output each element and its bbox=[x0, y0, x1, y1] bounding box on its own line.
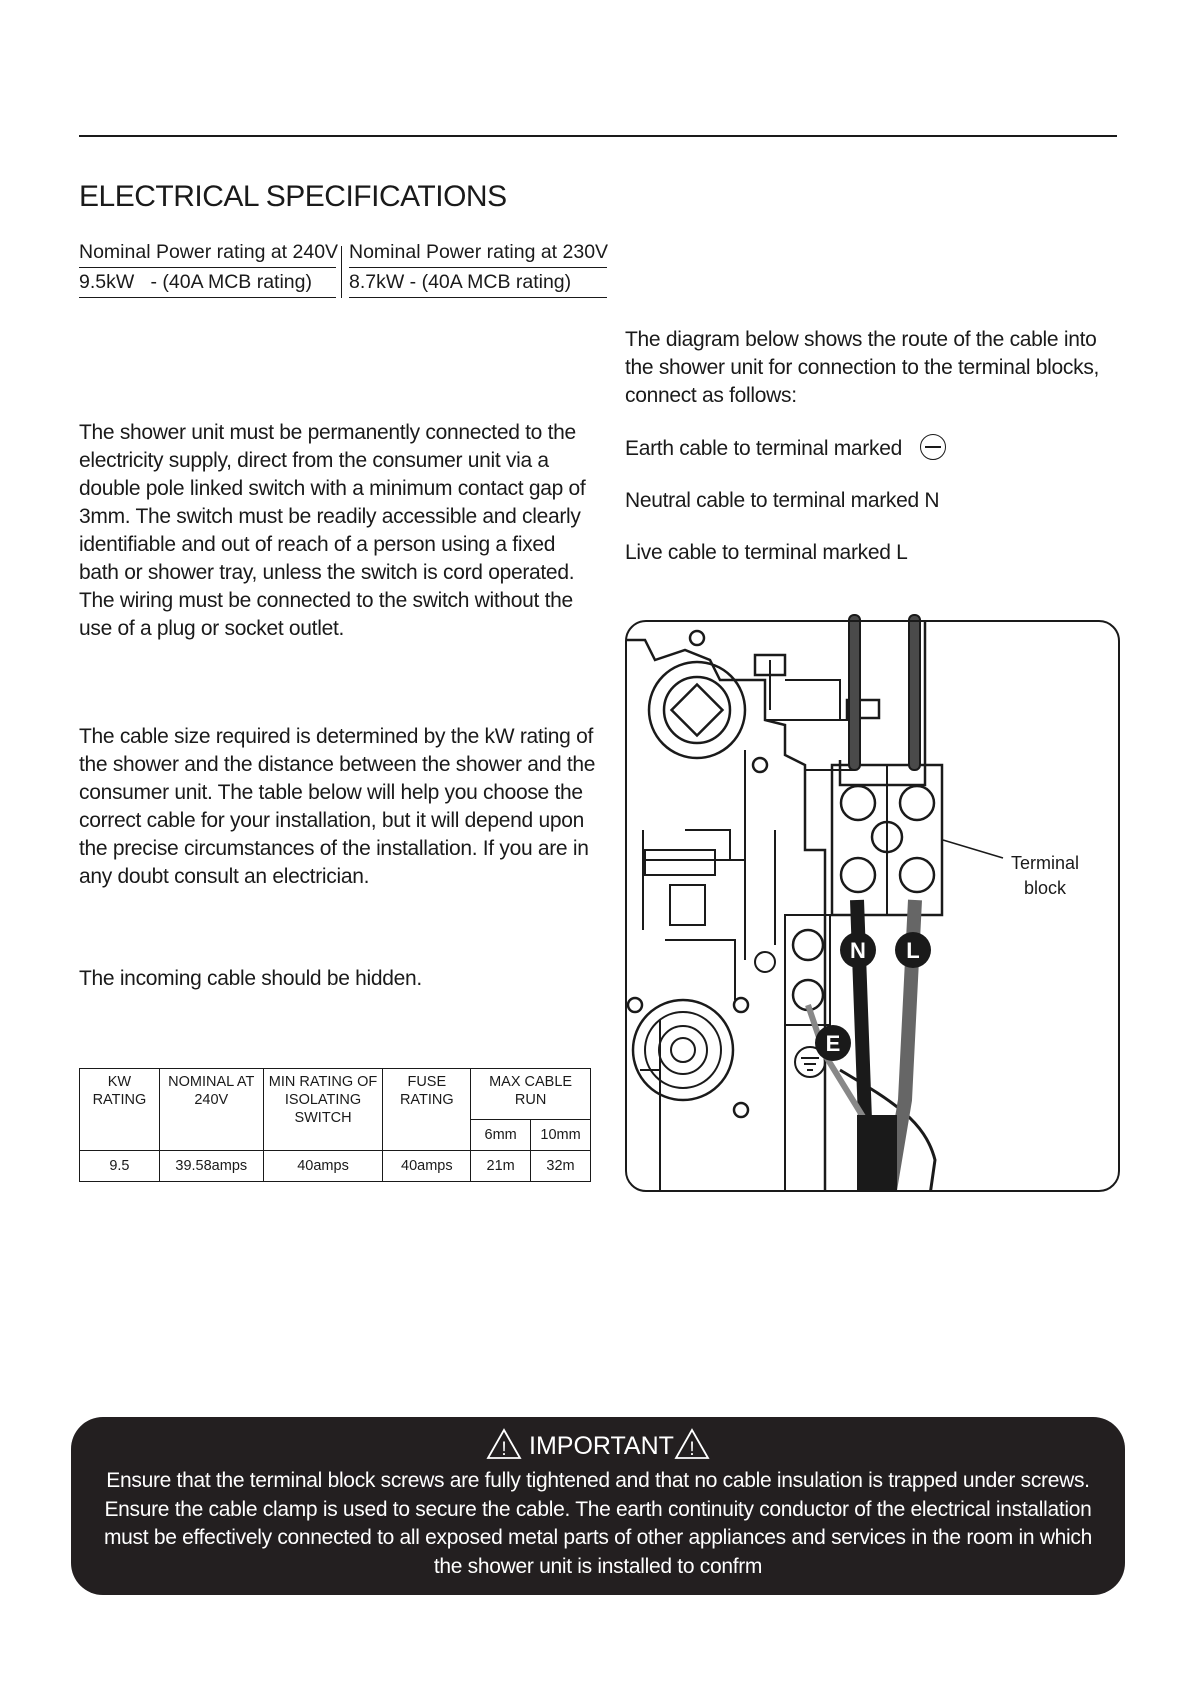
page-title: ELECTRICAL SPECIFICATIONS bbox=[79, 180, 507, 213]
pump-body-mid bbox=[645, 1012, 721, 1088]
valve-spindle bbox=[672, 685, 723, 736]
pump-screw-2 bbox=[734, 998, 748, 1012]
earth-instruction-text: Earth cable to terminal marked bbox=[625, 437, 902, 460]
important-heading bbox=[71, 1428, 1125, 1463]
cell-nominal: 39.58amps bbox=[159, 1151, 263, 1182]
warning-icon bbox=[674, 1428, 710, 1460]
important-notice bbox=[71, 1417, 1125, 1595]
table-header-row bbox=[80, 1069, 591, 1120]
pump-body-outer bbox=[633, 1000, 733, 1100]
valve-knob-inner bbox=[664, 677, 730, 743]
pump-hub bbox=[671, 1038, 695, 1062]
subheader-10mm: 10mm bbox=[531, 1120, 591, 1151]
table-row bbox=[80, 1151, 591, 1182]
cell-min-rating: 40amps bbox=[263, 1151, 383, 1182]
pump-body-inner bbox=[659, 1026, 707, 1074]
terminal-block-label-line2: block bbox=[1023, 878, 1067, 898]
pump-screw-3 bbox=[734, 1103, 748, 1117]
connection-requirements-paragraph: The shower unit must be permanently connected to the electricity supply, direct from the consumer unit via a double pole linked switch with a minimum contact gap of 3mm. The switch must be readily accessible and clearly identifiable and out of reach of a person using a fixed bath or shower tray, unless the switch is cord operated. The wiring must be connected to the switch without the use of a plug or socket outlet. bbox=[79, 421, 586, 640]
earth-symbol-lines bbox=[801, 1058, 819, 1070]
earth-screw-1 bbox=[793, 930, 823, 960]
diagram-frame bbox=[626, 621, 1119, 1191]
header-kw-rating: KW RATING bbox=[80, 1069, 160, 1151]
cable-size-paragraph: The cable size required is determined by the kW rating of the shower and the distance between the shower and the consumer unit. The table below will help you choose the correct cable for your installation, but it will depend upon the precise circumstances of the installation. If you are in any doubt consult an electrician. bbox=[79, 725, 596, 888]
wiring-diagram bbox=[625, 600, 1120, 1195]
earth-stud bbox=[755, 952, 775, 972]
hidden-cable-paragraph: The incoming cable should be hidden. bbox=[79, 967, 422, 990]
neutral-cable-top bbox=[849, 615, 860, 770]
terminal-block-leader bbox=[943, 840, 1003, 858]
badge-n bbox=[840, 932, 876, 968]
cell-kw: 9.5 bbox=[80, 1151, 160, 1182]
cable-size-table bbox=[79, 1068, 591, 1182]
header-nominal: NOMINAL AT 240V bbox=[159, 1069, 263, 1151]
svg-text:!: ! bbox=[689, 1439, 695, 1460]
power-column-240v bbox=[79, 238, 339, 298]
bracket-part-3 bbox=[645, 850, 715, 875]
header-fuse-rating: FUSE RATING bbox=[383, 1069, 471, 1151]
subheader-6mm: 6mm bbox=[471, 1120, 531, 1151]
cell-fuse: 40amps bbox=[383, 1151, 471, 1182]
important-heading-text: IMPORTANT bbox=[529, 1432, 674, 1460]
power-column-divider bbox=[341, 246, 342, 298]
header-min-rating: MIN RATING OF ISOLATING SWITCH bbox=[263, 1069, 383, 1151]
badge-e bbox=[815, 1025, 851, 1061]
svg-text:!: ! bbox=[501, 1439, 507, 1460]
cell-10mm: 32m bbox=[531, 1151, 591, 1182]
top-rule bbox=[79, 135, 1117, 137]
live-cable-top bbox=[909, 615, 920, 770]
power-240v-value: 9.5kW - (40A MCB rating) bbox=[79, 268, 336, 298]
badge-n-label: N bbox=[850, 938, 866, 963]
terminal-screw-n-top bbox=[841, 786, 875, 820]
power-230v-value: 8.7kW - (40A MCB rating) bbox=[349, 268, 607, 298]
power-240v-header: Nominal Power rating at 240V bbox=[79, 238, 336, 268]
neutral-instruction: Neutral cable to terminal marked N bbox=[625, 489, 940, 512]
terminal-screw-l-top bbox=[900, 786, 934, 820]
terminal-screw-n-bottom bbox=[841, 858, 875, 892]
earth-terminal-icon bbox=[920, 434, 946, 460]
valve-screw-top bbox=[690, 631, 704, 645]
cable-clamp-sleeve bbox=[857, 1115, 897, 1190]
badge-l-label: L bbox=[906, 938, 920, 963]
terminal-block-label-line1: Terminal bbox=[1010, 853, 1080, 873]
cell-6mm: 21m bbox=[471, 1151, 531, 1182]
bracket-part-4 bbox=[670, 885, 705, 925]
important-body: Ensure that the terminal block screws are fully tightened and that no cable insulation is trapped under screws. Ensure the cable clamp is used to secure the cable. The earth continuity conductor of the electrical installation must be effectively connected to all exposed metal parts of other appliances and services in the room in which the shower unit is installed to confrm bbox=[103, 1469, 1092, 1578]
badge-e-label: E bbox=[825, 1031, 841, 1056]
live-instruction: Live cable to terminal marked L bbox=[625, 541, 908, 564]
warning-icon bbox=[486, 1428, 522, 1460]
valve-screw-right bbox=[753, 758, 767, 772]
earth-instruction bbox=[625, 434, 1125, 463]
pump-screw-1 bbox=[628, 998, 642, 1012]
wiring-intro: The diagram below shows the route of the cable into the shower unit for connection to the terminal blocks, connect as follows: bbox=[625, 328, 1100, 407]
terminal-screw-l-bottom bbox=[900, 858, 934, 892]
power-column-230v bbox=[349, 238, 607, 298]
power-230v-header: Nominal Power rating at 230V bbox=[349, 238, 607, 268]
header-max-cable-run: MAX CABLE RUN bbox=[471, 1069, 591, 1120]
badge-l bbox=[895, 932, 931, 968]
